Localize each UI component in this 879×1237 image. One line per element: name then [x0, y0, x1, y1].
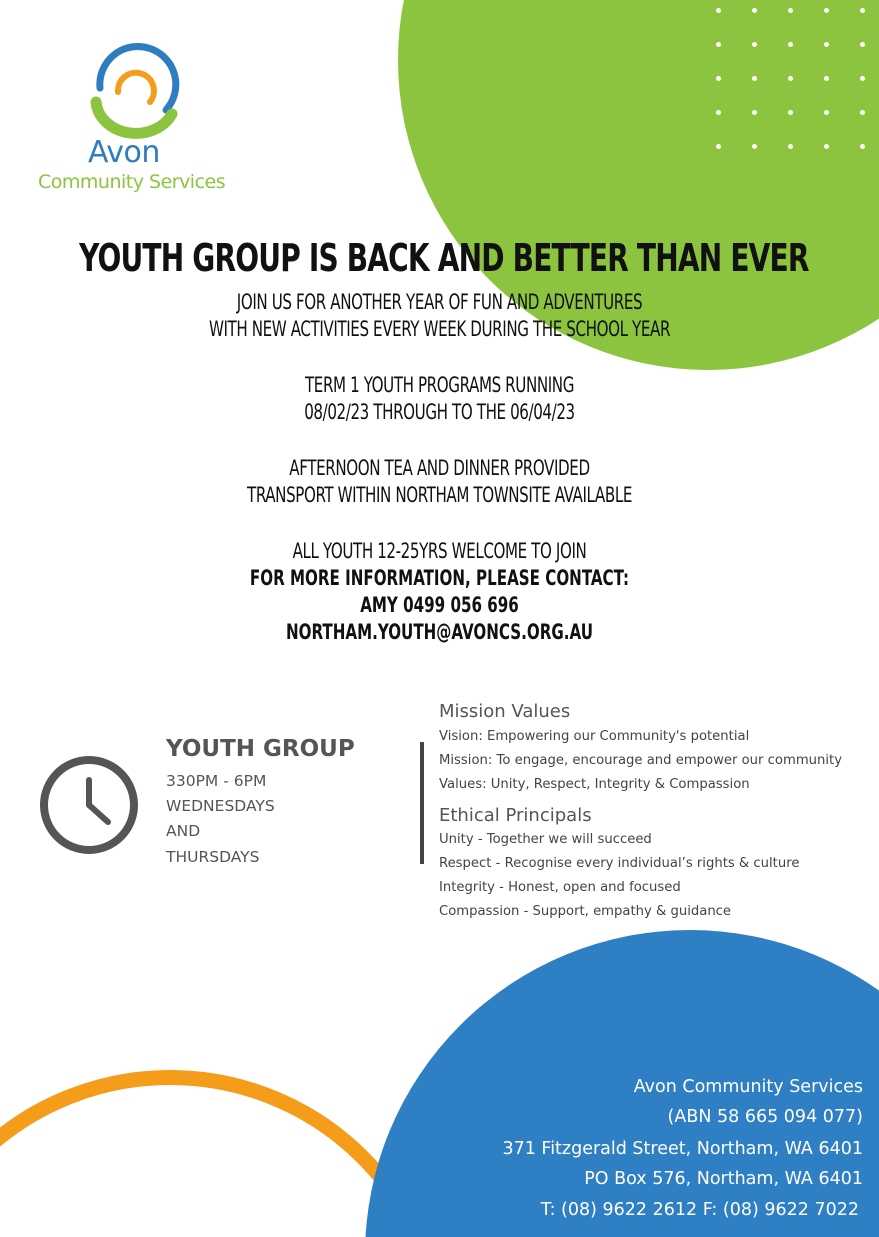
- youth-group-time: 330PM - 6PM: [166, 772, 267, 790]
- dot-grid-decoration: [712, 4, 872, 149]
- dot: [824, 8, 829, 13]
- mission-vision: Vision: Empowering our Community's potential: [439, 729, 750, 744]
- youth-group-day-1: WEDNESDAYS: [166, 797, 275, 815]
- dot: [752, 76, 757, 81]
- dot: [860, 42, 865, 47]
- contact-label: FOR MORE INFORMATION, PLEASE CONTACT:: [249, 566, 630, 590]
- dot: [716, 42, 721, 47]
- dot: [860, 8, 865, 13]
- term-line-1: TERM 1 YOUTH PROGRAMS RUNNING: [304, 373, 575, 397]
- logo-subtitle: Community Services: [38, 171, 226, 193]
- mission-values: Values: Unity, Respect, Integrity & Compassion: [439, 777, 750, 792]
- contact-phone: AMY 0499 056 696: [360, 593, 519, 617]
- dot: [860, 110, 865, 115]
- ethics-respect: Respect - Recognise every individual’s rights & culture: [439, 856, 800, 871]
- footer-phone: T: (08) 9622 2612 F: (08) 9622 7022: [540, 1200, 859, 1220]
- dot: [788, 8, 793, 13]
- ethical-principals-heading: Ethical Principals: [439, 805, 592, 826]
- subheadline-2: WITH NEW ACTIVITIES EVERY WEEK DURING THE SCHOOL YEAR: [208, 317, 671, 341]
- youth-group-and: AND: [166, 822, 201, 840]
- mission-values-heading: Mission Values: [439, 701, 571, 722]
- dot: [824, 76, 829, 81]
- footer-org: Avon Community Services: [633, 1077, 863, 1097]
- main-headline: YOUTH GROUP IS BACK AND BETTER THAN EVER: [79, 236, 809, 280]
- footer-pobox: PO Box 576, Northam, WA 6401: [584, 1169, 863, 1189]
- logo-name: Avon: [88, 135, 160, 170]
- footer-street: 371 Fitzgerald Street, Northam, WA 6401: [502, 1139, 863, 1159]
- dot: [716, 76, 721, 81]
- ethics-integrity: Integrity - Honest, open and focused: [439, 880, 681, 895]
- dot: [752, 8, 757, 13]
- dot: [824, 110, 829, 115]
- transport-line: TRANSPORT WITHIN NORTHAM TOWNSITE AVAILABLE: [247, 483, 632, 507]
- dot: [752, 42, 757, 47]
- ethics-compassion: Compassion - Support, empathy & guidance: [439, 904, 732, 919]
- dot: [788, 110, 793, 115]
- mission-statement: Mission: To engage, encourage and empower our community: [439, 753, 843, 768]
- dot: [824, 144, 829, 149]
- dot: [752, 110, 757, 115]
- divider-bar: [420, 742, 424, 864]
- dot: [860, 76, 865, 81]
- food-line: AFTERNOON TEA AND DINNER PROVIDED: [289, 456, 590, 480]
- dot: [716, 110, 721, 115]
- dot: [788, 42, 793, 47]
- term-line-2: 08/02/23 THROUGH TO THE 06/04/23: [304, 400, 575, 424]
- dot: [824, 42, 829, 47]
- footer-abn: (ABN 58 665 094 077): [667, 1107, 863, 1127]
- contact-email: NORTHAM.YOUTH@AVONCS.ORG.AU: [286, 620, 593, 644]
- dot: [860, 144, 865, 149]
- clock-icon: [38, 754, 140, 856]
- ethics-unity: Unity - Together we will succeed: [439, 832, 652, 847]
- youth-group-day-2: THURSDAYS: [166, 848, 260, 866]
- dot: [716, 8, 721, 13]
- dot: [752, 144, 757, 149]
- welcome-line: ALL YOUTH 12-25YRS WELCOME TO JOIN: [292, 539, 587, 563]
- dot: [788, 144, 793, 149]
- youth-group-title: YOUTH GROUP: [166, 736, 355, 762]
- subheadline-1: JOIN US FOR ANOTHER YEAR OF FUN AND ADVENTURES: [236, 290, 643, 314]
- dot: [716, 144, 721, 149]
- dot: [788, 76, 793, 81]
